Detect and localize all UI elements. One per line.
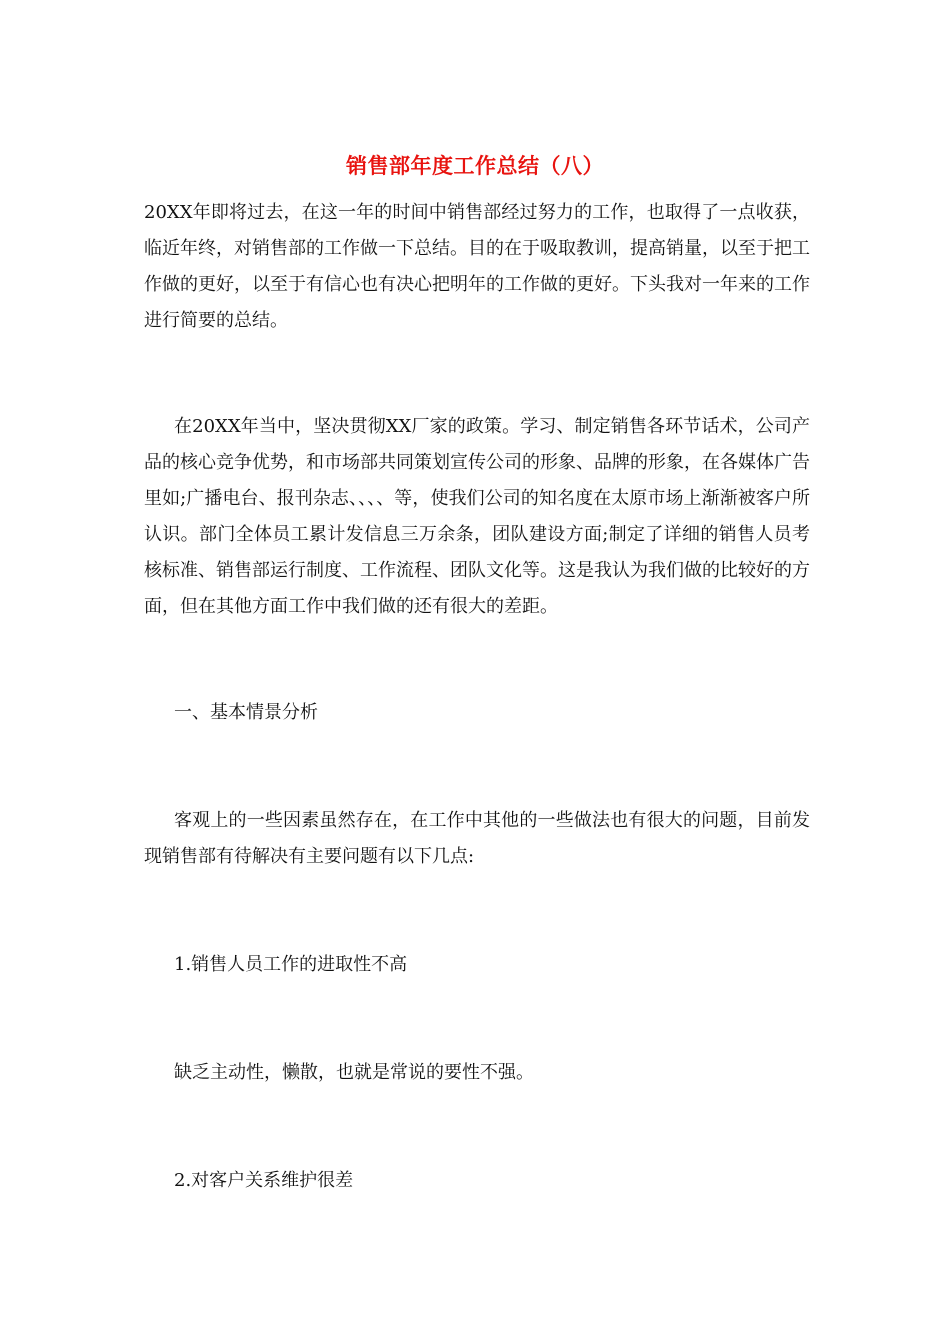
spacer — [144, 1091, 810, 1163]
paragraph-achievements: 在20XX年当中，坚决贯彻XX厂家的政策。学习、制定销售各环节话术，公司产品的核心竞争优势，和市场部共同策划宣传公司的形象、品牌的形象，在各媒体广告里如;广播电台、报刊杂志、、、、等，使我们公司的知名度在太原市场上渐渐被客户所认识。部门全体员工累计发信息三万余条，团队建设方面;制定了详细的销售人员考核标准、销售部运行制度、工作流程、团队文化等。这是我认为我们做的比较好的方面，但在其他方面工作中我们做的还有很大的差距。 — [144, 416, 810, 617]
spacer — [144, 983, 810, 1055]
document-body — [144, 195, 810, 1199]
paragraph-problem-1-detail: 缺乏主动性，懒散，也就是常说的要性不强。 — [174, 1062, 534, 1083]
document-title: 销售部年度工作总结（八） — [346, 153, 604, 178]
list-item-problem-1: 1.销售人员工作的进取性不高 — [174, 954, 408, 975]
list-item-problem-2: 2.对客户关系维护很差 — [174, 1170, 354, 1191]
spacer — [144, 875, 810, 947]
spacer — [144, 339, 810, 409]
paragraph-intro: 20XX年即将过去，在这一年的时间中销售部经过努力的工作，也取得了一点收获，临近年终，对销售部的工作做一下总结。目的在于吸取教训，提高销量，以至于把工作做的更好，以至于有信心也有决心把明年的工作做的更好。下头我对一年来的工作进行简要的总结。 — [144, 202, 810, 331]
paragraph-problems-intro: 客观上的一些因素虽然存在，在工作中其他的一些做法也有很大的问题，目前发现销售部有待解决有主要问题有以下几点: — [144, 810, 810, 867]
spacer — [144, 625, 810, 695]
spacer — [144, 731, 810, 803]
section-heading-basic-analysis: 一、基本情景分析 — [174, 702, 318, 723]
